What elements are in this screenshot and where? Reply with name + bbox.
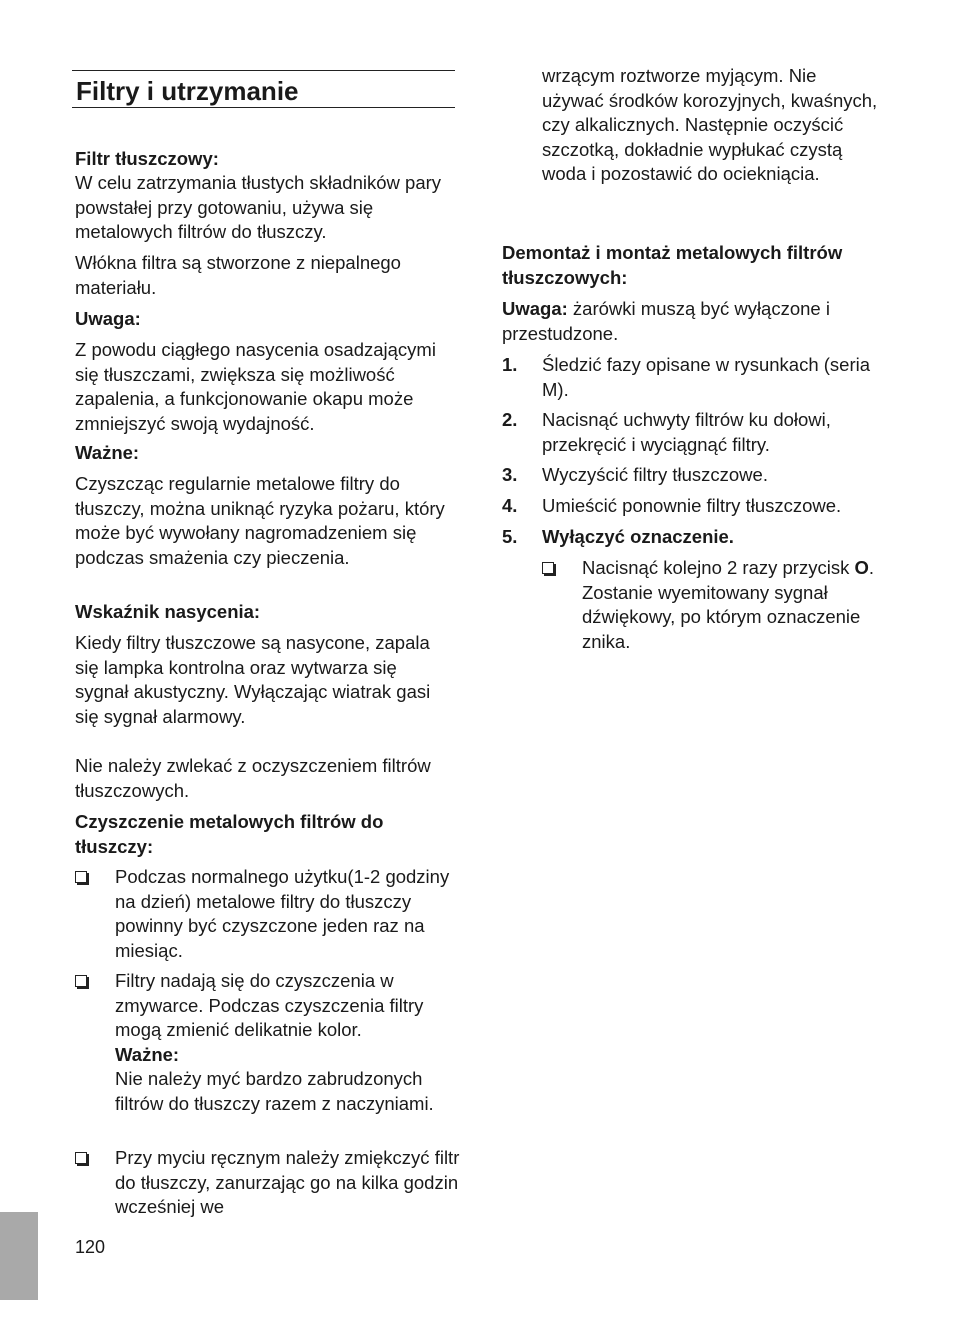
step-text: Wyczyścić filtry tłuszczowe. (542, 464, 768, 485)
uwaga-label: Uwaga: (502, 298, 568, 319)
uwaga-text: żarówki muszą być wyłączone i przestudzone. (502, 298, 830, 344)
step-number: 5. (502, 526, 518, 547)
step-text: Wyłączyć oznaczenie. (542, 526, 734, 547)
checkbox-bullet-icon (542, 556, 554, 581)
sub-step-post: . Zostanie wyemitowany sygnał dźwiękowy, po którym oznaczenie znika. (582, 557, 874, 652)
uwaga-heading: Uwaga: (75, 308, 141, 329)
checkbox-bullet-icon (75, 969, 97, 994)
uwaga-paragraph: Z powodu ciągłego nasycenia osadzającymi się tłuszczami, zwiększa się możliwość zapalenia, a funkcjonowanie okapu może zmniejszyć swoją wydajność. (75, 339, 436, 434)
step-number: 4. (502, 495, 518, 516)
key-o-label: O (854, 557, 869, 578)
continuation-paragraph: wrzącym roztworze myjącym. Nie używać środków korozyjnych, kwaśnych, czy alkalicznych. Następnie oczyścić szczotką, dokładnie wypłukać czystą woda i pozostawić do ociekniącia. (542, 65, 878, 184)
bullet-content (115, 969, 460, 1116)
step-number: 3. (502, 464, 518, 485)
filtr-heading: Filtr tłuszczowy: (75, 148, 219, 169)
wskaznik-paragraph-2: Nie należy zwlekać z oczyszczeniem filtrów tłuszczowych. (75, 755, 431, 801)
uwaga-note (502, 297, 882, 346)
bullet-text: Filtry nadają się do czyszczenia w zmywarce. Podczas czyszczenia filtry mogą zmienić delikatnie kolor. (115, 970, 424, 1040)
title-rule (72, 70, 455, 108)
step-number: 1. (502, 354, 518, 375)
step-number: 2. (502, 409, 518, 430)
step-text: Nacisnąć uchwyty filtrów ku dołowi, przekręcić i wyciągnąć filtry. (542, 409, 831, 455)
wazne-heading: Ważne: (75, 442, 140, 463)
step-text: Umieścić ponownie filtry tłuszczowe. (542, 495, 842, 516)
wskaznik-heading: Wskaźnik nasycenia: (75, 601, 261, 622)
bullet-text: Podczas normalnego użytku(1-2 godziny na dzień) metalowe filtry do tłuszczy powinny być czyszczone jeden raz na miesiąc. (115, 866, 450, 961)
bullet-text: Przy myciu ręcznym należy zmiękczyć filtr do tłuszczy, zanurzając go na kilka godzin wcześniej we (115, 1147, 460, 1217)
sub-step-text (582, 556, 882, 654)
page-title: Filtry i utrzymanie (76, 76, 299, 106)
page-edge-tab (0, 1212, 38, 1300)
czyszczenie-heading: Czyszczenie metalowych filtrów do tłuszczy: (75, 811, 384, 857)
bullet-note: Nie należy myć bardzo zabrudzonych filtrów do tłuszczy razem z naczyniami. (115, 1068, 434, 1114)
step-text: Śledzić fazy opisane w rysunkach (seria M). (542, 354, 871, 400)
filtr-paragraph-2: Włókna filtra są stworzone z niepalnego materiału. (75, 252, 401, 298)
checkbox-bullet-icon (75, 1146, 97, 1171)
checkbox-bullet-icon (75, 865, 97, 890)
page-number: 120 (75, 1237, 106, 1257)
filtr-paragraph-1: W celu zatrzymania tłustych składników pary powstałej przy gotowaniu, używa się metalowych filtrów do tłuszczy. (75, 172, 442, 242)
wskaznik-paragraph-1: Kiedy filtry tłuszczowe są nasycone, zapala się lampka kontrolna oraz wytwarza się sygnał akustyczny. Wyłączając wiatrak gasi się sygnał alarmowy. (75, 632, 431, 727)
sub-step-pre: Nacisnąć kolejno 2 razy przycisk (582, 557, 855, 578)
demontaz-heading: Demontaż i montaż metalowych filtrów tłuszczowych: (502, 242, 843, 288)
bullet-wazne-label: Ważne: (115, 1043, 180, 1065)
wazne-paragraph: Czyszcząc regularnie metalowe filtry do tłuszczy, można uniknąć ryzyka pożaru, który może być wywołany nagromadzeniem się podczas smażenia czy pieczenia. (75, 473, 445, 568)
